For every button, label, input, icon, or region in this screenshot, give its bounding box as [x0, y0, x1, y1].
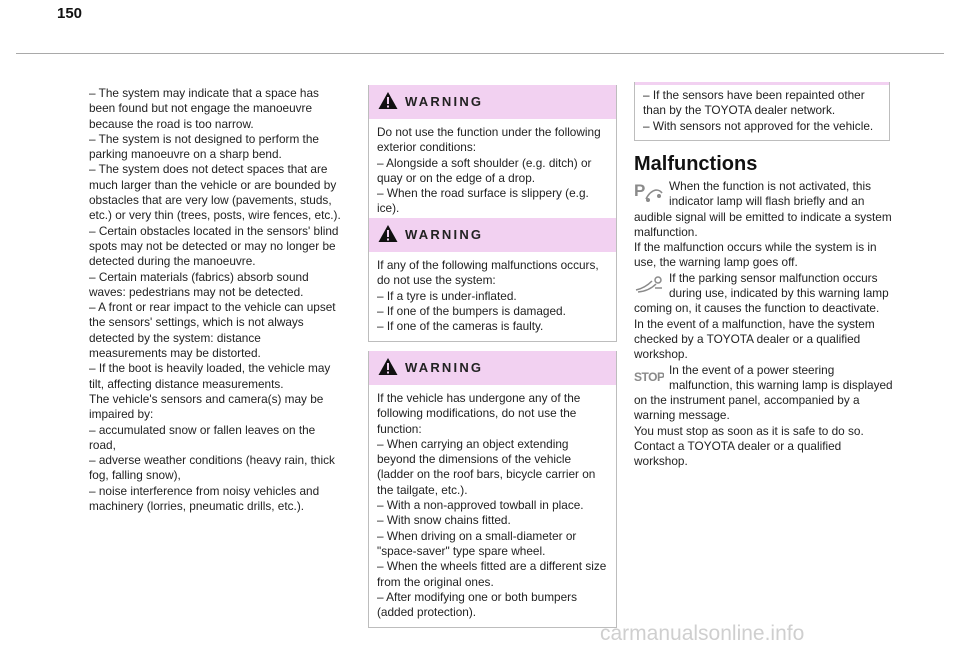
- warning-header: [369, 218, 616, 252]
- warning-body: [369, 252, 616, 341]
- text-line: If any of the following malfunctions occurs, do not use the system:: [377, 258, 599, 288]
- text-line: – Alongside a soft shoulder (e.g. ditch) or quay or on the edge of a drop.: [377, 155, 592, 185]
- text-line: The vehicle's sensors and camera(s) may be impaired by:: [89, 391, 324, 422]
- text-line: – When driving on a small-diameter or "space-saver" type spare wheel.: [377, 528, 577, 558]
- text-line: If the parking sensor malfunction occurs during use, indicated by this warning lamp coming on, it causes the function to deactivate.: [634, 270, 889, 316]
- page-number: 150: [57, 5, 83, 22]
- malfunction-block: [634, 363, 894, 470]
- text-line: – noise interference from noisy vehicles and machinery (lorries, pneumatic drills, etc.).: [89, 483, 320, 514]
- text-line: – When the road surface is slippery (e.g. ice).: [377, 186, 589, 216]
- text-line: – The system is not designed to perform the parking manoeuvre on a sharp bend.: [89, 131, 319, 162]
- text-line: When the function is not activated, this indicator lamp will flash briefly and an audible signal will be emitted to indicate a system malfunction.: [634, 179, 892, 239]
- text-line: – The system may indicate that a space has been found but not engage the manoeuvre because the road is too narrow.: [89, 86, 319, 131]
- section-title-malfunctions: Malfunctions: [634, 153, 758, 175]
- warning-body: [369, 385, 616, 627]
- text-line: If the malfunction occurs while the system is in use, the warning lamp goes off.: [634, 240, 877, 270]
- text-line: – accumulated snow or fallen leaves on the road,: [89, 422, 316, 452]
- text-line: – With sensors not approved for the vehicle.: [643, 118, 874, 133]
- left-column: [89, 86, 341, 514]
- warning-body: [369, 119, 616, 224]
- stop-icon-text: STOP: [634, 369, 664, 384]
- text-line: – If the sensors have been repainted other than by the TOYOTA dealer network.: [643, 88, 865, 118]
- text-line: If the vehicle has undergone any of the following modifications, do not use the function:: [377, 391, 581, 436]
- sensor-fault-icon: [634, 271, 664, 295]
- text-line: – The system does not detect spaces that are much larger than the vehicle or are bounded by obstacles that are very low (pavements, studs, etc.) or very thin (trees, posts, wire fences, etc.).: [89, 162, 341, 223]
- text-line: – If one of the cameras is faulty.: [377, 319, 544, 334]
- warning-triangle-icon: [378, 224, 398, 243]
- sensor-note-box: [634, 82, 890, 141]
- warning-triangle-icon: [378, 91, 398, 110]
- warning-header: [369, 351, 616, 385]
- malfunction-block: [634, 271, 894, 363]
- watermark: carmanualsonline.info: [600, 622, 805, 645]
- warning-header: [369, 85, 616, 119]
- text-line: – adverse weather conditions (heavy rain, thick fog, falling snow),: [89, 453, 335, 483]
- warning-triangle-icon: [378, 357, 398, 376]
- warning-title: WARNING: [405, 360, 484, 375]
- warning-box-modifications: [368, 351, 617, 628]
- malfunctions-column: [634, 179, 894, 470]
- text-line: – If one of the bumpers is damaged.: [377, 303, 566, 318]
- text-line: – Certain obstacles located in the sensors' blind spots may not be detected or may no longer be detected during the manoeuvre.: [89, 223, 339, 269]
- text-line: – Certain materials (fabrics) absorb sound waves: pedestrians may not be detected.: [89, 269, 309, 299]
- text-line: – A front or rear impact to the vehicle can upset the sensors' settings, which is not always detected by the system: distance measurements may be distorted.: [89, 300, 336, 361]
- text-line: – When carrying an object extending beyond the dimensions of the vehicle (ladder on the roof bars, bicycle carrier on the tailgate, etc.).: [377, 436, 596, 497]
- text-line: – With snow chains fitted.: [377, 513, 511, 528]
- warning-title: WARNING: [405, 227, 484, 242]
- malfunction-block: [634, 179, 894, 271]
- header-rule: [16, 53, 944, 54]
- warning-box-malfunctions: [368, 218, 617, 342]
- warning-title: WARNING: [405, 94, 484, 109]
- text-line: You must stop as soon as it is safe to do so. Contact a TOYOTA dealer or a qualified workshop.: [634, 423, 864, 469]
- stop-icon: [634, 363, 664, 387]
- text-line: – After modifying one or both bumpers (added protection).: [377, 589, 578, 620]
- note-box-body: [635, 85, 889, 140]
- text-line: – With a non-approved towball in place.: [377, 498, 584, 513]
- parking-assist-icon: [634, 179, 664, 203]
- svg-text:P: P: [634, 181, 646, 200]
- text-line: In the event of a malfunction, have the system checked by a TOYOTA dealer or a qualified workshop.: [634, 316, 875, 362]
- text-line: Do not use the function under the following exterior conditions:: [377, 125, 601, 155]
- text-line: – When the wheels fitted are a different size from the original ones.: [377, 559, 607, 589]
- text-line: – If the boot is heavily loaded, the vehicle may tilt, affecting distance measurements.: [89, 361, 331, 391]
- text-line: In the event of a power steering malfunction, this warning lamp is displayed on the instrument panel, accompanied by a warning message.: [634, 362, 893, 423]
- text-line: – If a tyre is under-inflated.: [377, 288, 517, 303]
- warning-box-exterior-conditions: [368, 85, 617, 225]
